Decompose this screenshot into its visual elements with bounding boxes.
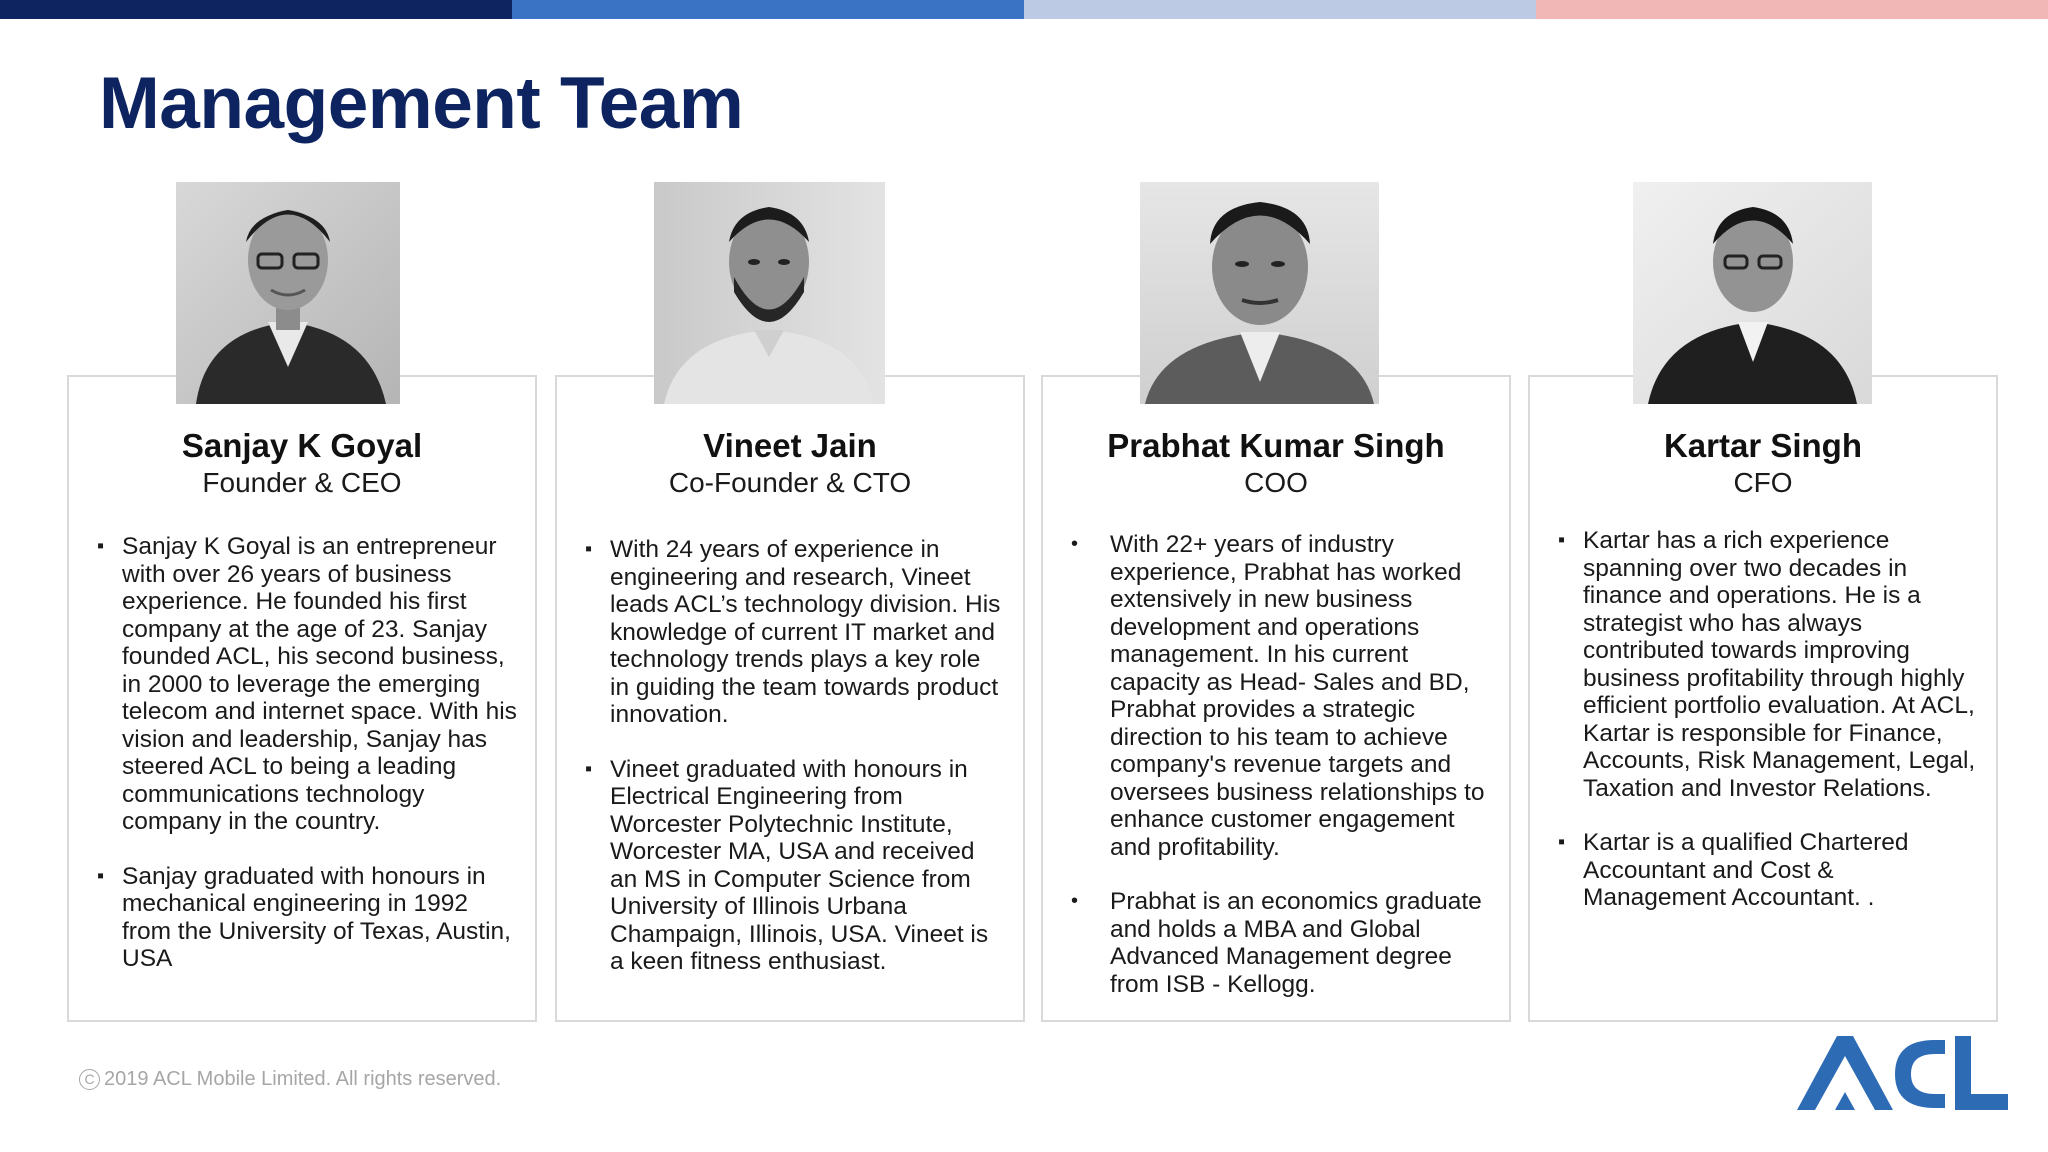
bio-item: ▪ Kartar is a qualified Chartered Accountant and Cost & Management Accountant. . <box>1558 829 1909 911</box>
member-card-sanjay <box>67 375 537 1022</box>
bio-item: • Prabhat is an economics graduate and holds a MBA and Global Advanced Management degree from ISB - Kellogg. <box>1071 888 1482 998</box>
bullet-icon: ▪ <box>1558 831 1566 853</box>
member-bio <box>1071 531 1491 1025</box>
color-bar-segment-2 <box>512 0 1024 19</box>
color-bar-segment-1 <box>0 0 512 19</box>
page-title: Management Team <box>99 63 744 144</box>
member-photo-prabhat <box>1140 182 1379 404</box>
bio-item: ▪ Sanjay K Goyal is an entrepreneur with over 26 years of business experience. He founded his first company at the age of 23. Sanjay founded ACL, his second business, in 2000 to leverage the emerging telecom and internet space. With his vision and leadership, Sanjay has steered ACL to being a leading communications technology company in the country. <box>97 533 517 835</box>
bullet-icon: ▪ <box>585 757 593 780</box>
member-card-vineet <box>555 375 1025 1022</box>
bio-item: ▪ With 24 years of experience in engineering and research, Vineet leads ACL’s technology division. His knowledge of current IT market and technology trends plays a key role in guiding the team towards product innovation. <box>585 536 1001 728</box>
bio-item: ▪ Vineet graduated with honours in Electrical Engineering from Worcester Polytechnic Institute, Worcester MA, USA and received an MS in Computer Science from University of Illinois Urbana Champaign, Illinois, USA. Vineet is a keen fitness enthusiast. <box>585 755 989 975</box>
member-role: Founder & CEO <box>202 467 402 498</box>
acl-logo <box>1795 1032 2010 1112</box>
bio-item: ▪ Kartar has a rich experience spanning over two decades in finance and operations. He is a strategist who has always contributed towards improving business profitability through highly efficient portfolio evaluation. At ACL, Kartar is responsible for Finance, Accounts, Risk Management, Legal, Taxation and Investor Relations. <box>1558 527 1976 802</box>
member-card-kartar <box>1528 375 1998 1022</box>
copyright-icon: C <box>79 1069 100 1090</box>
bio-item: ▪ Sanjay graduated with honours in mechanical engineering in 1992 from the University of Texas, Austin, USA <box>97 862 511 972</box>
color-bar-segment-4 <box>1536 0 2048 19</box>
member-name: Kartar Singh <box>1663 427 1863 464</box>
footer-copyright <box>79 1068 501 1091</box>
bullet-icon: • <box>1071 890 1079 912</box>
copyright-text: 2019 ACL Mobile Limited. All rights reserved. <box>104 1068 502 1090</box>
member-name: Prabhat Kumar Singh <box>1107 427 1445 464</box>
member-role: CFO <box>1733 467 1793 498</box>
bio-item: • With 22+ years of industry experience, Prabhat has worked extensively in new business development and operations management. In his current capacity as Head- Sales and BD, Prabhat provides a strategic direction to his team to achieve company's revenue targets and oversees business relationships to enhance customer engagement and profitability. <box>1071 531 1485 861</box>
member-name: Vineet Jain <box>703 427 877 464</box>
bullet-icon: ▪ <box>97 535 105 557</box>
bullet-icon: ▪ <box>97 864 105 887</box>
member-photo-sanjay <box>176 182 400 404</box>
bullet-icon: • <box>1071 533 1079 555</box>
member-card-prabhat <box>1041 375 1511 1022</box>
member-role: Co-Founder & CTO <box>668 467 912 498</box>
top-color-bar <box>0 0 2048 19</box>
member-photo-kartar <box>1633 182 1872 404</box>
bullet-icon: ▪ <box>1558 529 1566 551</box>
member-bio <box>585 536 1005 1003</box>
member-photo-vineet <box>654 182 885 404</box>
color-bar-segment-3 <box>1024 0 1536 19</box>
member-bio <box>1558 527 1978 939</box>
member-name: Sanjay K Goyal <box>181 427 423 464</box>
bullet-icon: ▪ <box>585 538 593 560</box>
member-role: COO <box>1244 467 1308 498</box>
member-bio <box>97 533 517 1000</box>
